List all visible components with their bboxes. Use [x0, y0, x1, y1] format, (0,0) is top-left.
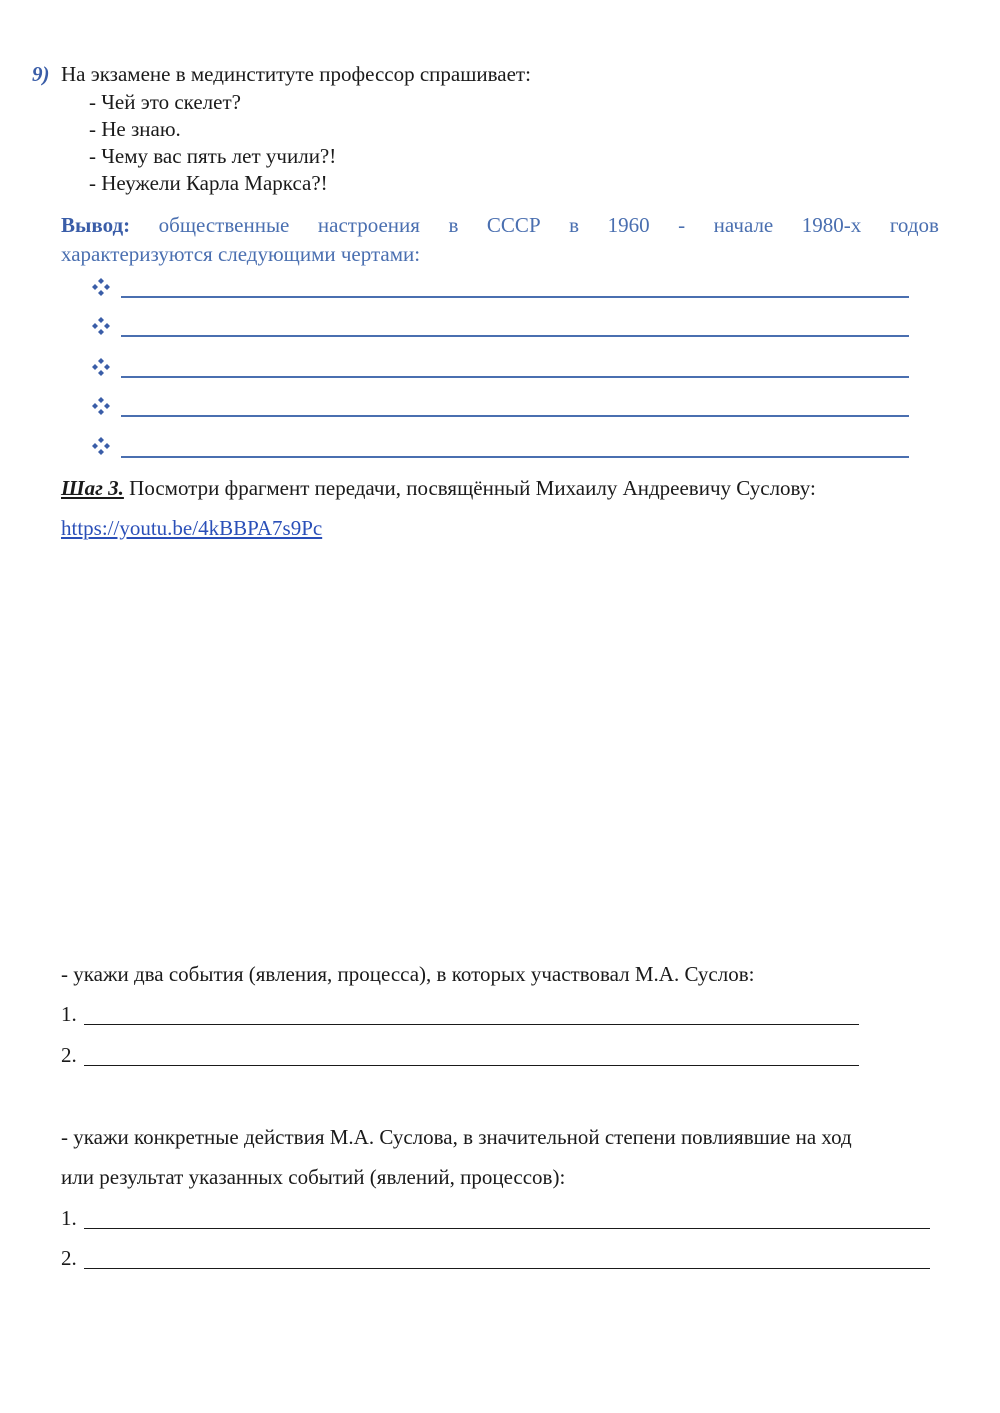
answer-line[interactable] — [121, 335, 909, 337]
task2-prompt-line-1: - укажи конкретные действия М.А. Суслова, в значительной степени повлиявшие на ход — [61, 1125, 852, 1149]
conclusion-line-1 — [61, 215, 939, 236]
conclusion-word: 1960 — [607, 213, 650, 237]
dialog-line: - Чему вас пять лет учили?! — [89, 144, 337, 168]
question-intro: На экзамене в мединституте профессор спрашивает: — [61, 62, 531, 86]
task2-answer-line[interactable] — [84, 1268, 930, 1269]
task1-item-number: 2. — [61, 1043, 77, 1067]
task1-answer-line[interactable] — [84, 1024, 859, 1025]
task2-item-number: 1. — [61, 1206, 77, 1230]
answer-line[interactable] — [121, 376, 909, 378]
conclusion-word: годов — [889, 213, 939, 237]
conclusion-word: в — [448, 213, 459, 237]
answer-line[interactable] — [121, 415, 909, 417]
task2-item-number: 2. — [61, 1246, 77, 1270]
task2-answer-line[interactable] — [84, 1228, 930, 1229]
diamond-bullet-icon — [91, 277, 111, 297]
step3-label: Шаг 3. — [61, 476, 124, 500]
conclusion-word: - — [678, 213, 686, 237]
video-link[interactable]: https://youtu.be/4kBBPA7s9Pc — [61, 516, 323, 540]
task1-answer-line[interactable] — [84, 1065, 859, 1066]
task1-item-number: 1. — [61, 1002, 77, 1026]
answer-line[interactable] — [121, 456, 909, 458]
diamond-bullet-icon — [91, 396, 111, 416]
dialog-line: - Неужели Карла Маркса?! — [89, 171, 328, 195]
question-number: 9) — [32, 62, 50, 86]
conclusion-word: настроения — [317, 213, 420, 237]
step3-instruction — [61, 478, 816, 499]
conclusion-label: Вывод: — [61, 213, 131, 237]
conclusion-word: СССР — [486, 213, 541, 237]
task1-prompt: - укажи два события (явления, процесса), в которых участвовал М.А. Суслов: — [61, 962, 755, 986]
conclusion-word: в — [569, 213, 580, 237]
diamond-bullet-icon — [91, 316, 111, 336]
diamond-bullet-icon — [91, 357, 111, 377]
conclusion-word: общественные — [158, 213, 290, 237]
step3-text: Посмотри фрагмент передачи, посвящённый Михаилу Андреевичу Суслову: — [123, 476, 816, 500]
diamond-bullet-icon — [91, 436, 111, 456]
conclusion-word: начале — [713, 213, 774, 237]
dialog-line: - Чей это скелет? — [89, 90, 241, 114]
conclusion-word: 1980-х — [801, 213, 862, 237]
task2-prompt-line-2: или результат указанных событий (явлений, процессов): — [61, 1165, 566, 1189]
dialog-line: - Не знаю. — [89, 117, 181, 141]
conclusion-line-2: характеризуются следующими чертами: — [61, 242, 421, 266]
answer-line[interactable] — [121, 296, 909, 298]
